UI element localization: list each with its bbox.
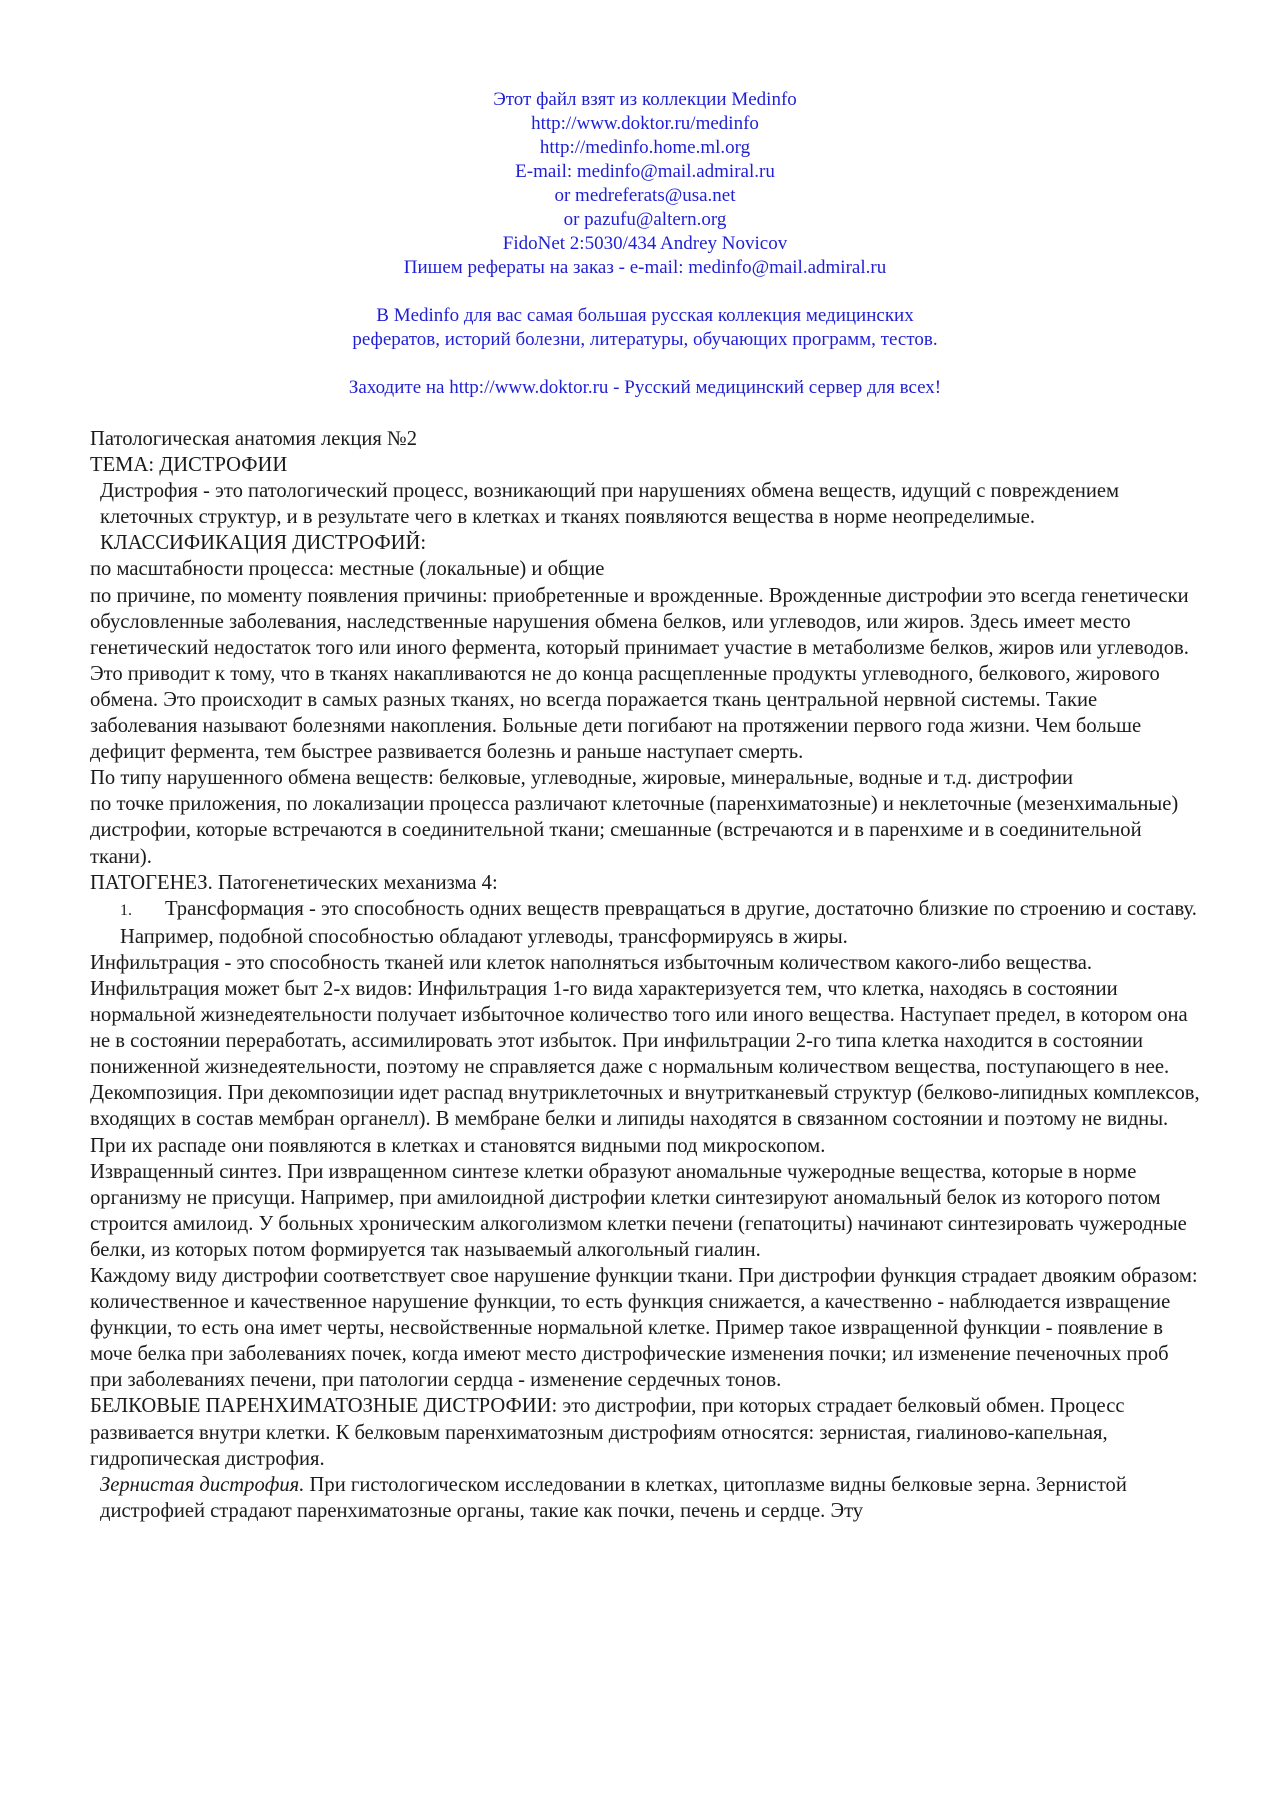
header-line: Заходите на http://www.doktor.ru - Русский медицинский сервер для всех! <box>348 377 942 398</box>
function-paragraph: Каждому виду дистрофии соответствует свое нарушение функции ткани. При дистрофии функция страдает двояким образом: количественное и качественное нарушение функции, то есть функция снижается, а качественно - наблюдается извращение функции, то есть она имет черты, несвойственные нормальной клетке. Пример такое извращенной функции - появление в моче белка при заболеваниях почек, когда имеют место дистрофические изменения почки; ил изменение печеночных проб при заболеваниях печени, при патологии сердца - изменение сердечных тонов. <box>90 1265 1198 1392</box>
transformation-text: Трансформация - это способность одних веществ превращаться в другие, достаточно близкие по строению и составу. Например, подобной способностью обладают углеводы, трансформируясь в жиры. <box>120 897 1197 948</box>
pathogenesis-heading: ПАТОГЕНЕЗ. Патогенетических механизма 4: <box>90 871 498 894</box>
document-title: Патологическая анатомия лекция №2 <box>90 428 417 450</box>
perverted-synthesis-paragraph: Извращенный синтез. При извращенном синтезе клетки образуют аномальные чужеродные вещества, которые в норме организму не присущи. Например, при амилоидной дистрофии клетки синтезируют аномальный белок из которого потом строится амилоид. У больных хроническим алкоголизмом клетки печени (гепатоциты) начинают синтезировать чужеродные белки, из которых потом формируется так называемый алкогольный гиалин. <box>90 1160 1187 1261</box>
list-item <box>90 896 1200 950</box>
granular-dystrophy-paragraph <box>90 1472 1200 1524</box>
classification-by-scale: по масштабности процесса: местные (локальные) и общие <box>90 558 605 581</box>
header-line: Этот файл взят из коллекции Medinfo <box>493 89 797 110</box>
infiltration-paragraph: Инфильтрация - это способность тканей или клеток наполняться избыточным количеством какого-либо вещества. Инфильтрация может быт 2-х видов: Инфильтрация 1-го вида характеризуется тем, что клетка, находясь в состоянии нормальной жизнедеятельности получает избыточное количество того или иного вещества. Наступает предел, в котором она не в состоянии переработать, ассимилировать этот избыток. При инфильтрации 2-го типа клетка находится в состоянии пониженной жизнедеятельности, поэтому не справляется даже с нормальным количеством вещества, поступающего в нее. <box>90 951 1188 1079</box>
classification-by-cause: по причине, по моменту появления причины: приобретенные и врожденные. Врожденные дистрофии это всегда генетически обусловленные заболевания, наследственные нарушения обмена белков, или углеводов, или жиров. Здесь имеет место генетический недостаток того или иного фермента, который принимает участие в метаболизме белков, жиров или углеводов. Это приводит к тому, что в тканях накапливаются не до конца расщепленные продукты углеводного, белкового, жирового обмена. Это происходит в самых разных тканях, но всегда поражается ткань центральной нервной системы. Такие заболевания называют болезнями накопления. Больные дети погибают на протяжении первого года жизни. Чем больше дефицит фермента, тем быстрее развивается болезнь и раньше наступает смерть. <box>90 584 1189 764</box>
header-link[interactable]: http://medinfo.home.ml.org <box>539 137 751 158</box>
classification-heading: КЛАССИФИКАЦИЯ ДИСТРОФИЙ: <box>100 532 427 555</box>
definition-paragraph: Дистрофия - это патологический процесс, возникающий при нарушениях обмена веществ, идущий с повреждением клеточных структур, и в результате чего в клетках и тканях появляются вещества в норме неопределимые. <box>100 480 1120 529</box>
header-line: В Medinfo для вас самая большая русская коллекция медицинских <box>376 305 914 326</box>
classification-by-location: по точке приложения, по локализации процесса различают клеточные (паренхиматозные) и неклеточные (мезенхимальные) дистрофии, которые встречаются в соединительной ткани; смешанные (встречаются и в паренхиме и в соединительной ткани). <box>90 793 1179 868</box>
header-email[interactable]: or pazufu@altern.org <box>563 209 727 230</box>
list-number: 1. <box>120 901 132 919</box>
header-email[interactable]: or medreferats@usa.net <box>554 185 736 206</box>
header-line: FidoNet 2:5030/434 Andrey Novicov <box>502 233 788 254</box>
granular-term: Зернистая дистрофия. <box>100 1473 305 1496</box>
topic-heading: ТЕМА: ДИСТРОФИИ <box>90 454 288 477</box>
granular-text: При гистологическом исследовании в клетках, цитоплазме видны белковые зерна. Зернистой дистрофией страдают паренхиматозные органы, такие как почки, печень и сердце. Эту <box>100 1473 1127 1522</box>
classification-by-type: По типу нарушенного обмена веществ: белковые, углеводные, жировые, минеральные, водные и т.д. дистрофии <box>90 767 1074 790</box>
protein-dystrophies-paragraph: БЕЛКОВЫЕ ПАРЕНХИМАТОЗНЫЕ ДИСТРОФИИ: это дистрофии, при которых страдает белковый обмен. Процесс развивается внутри клетки. К белковым паренхиматозным дистрофиям относятся: зернистая, гиалиново-капельная, гидропическая дистрофия. <box>90 1395 1125 1470</box>
header-line: Пишем рефераты на заказ - e-mail: medinfo@mail.admiral.ru <box>403 257 887 278</box>
document-body <box>90 426 1200 1524</box>
collection-header <box>90 88 1200 400</box>
decomposition-paragraph: Декомпозиция. При декомпозиции идет распад внутриклеточных и внутритканевый структур (белково-липидных комплексов, входящих в состав мембран органелл). В мембране белки и липиды находятся в связанном состоянии и поэтому не видны. При их распаде они появляются в клетках и становятся видными под микроскопом. <box>90 1082 1200 1157</box>
header-link[interactable]: http://www.doktor.ru/medinfo <box>531 113 759 134</box>
header-email[interactable]: E-mail: medinfo@mail.admiral.ru <box>515 161 775 182</box>
header-line: рефератов, историй болезни, литературы, обучающих программ, тестов. <box>352 329 938 350</box>
